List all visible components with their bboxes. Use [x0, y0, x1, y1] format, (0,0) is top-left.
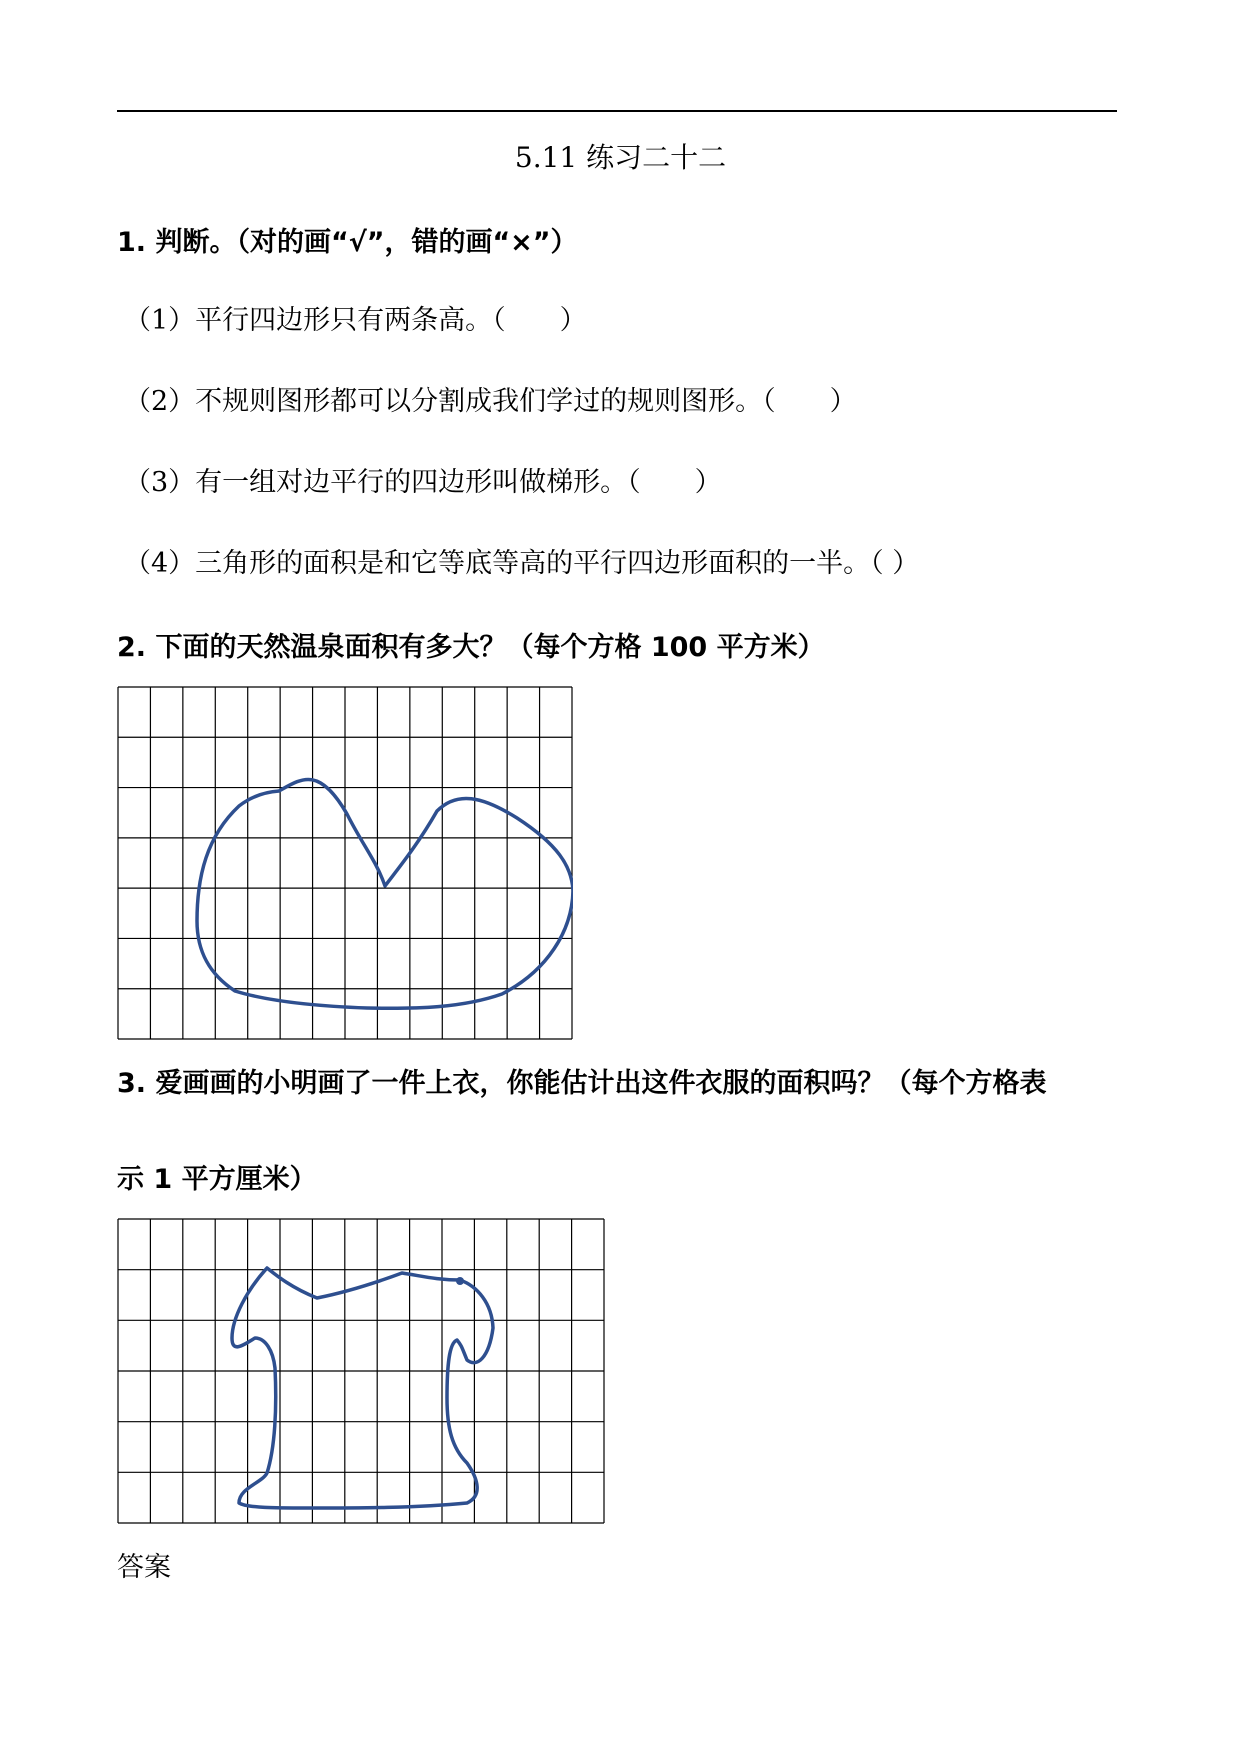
- hot-spring-grid: [117, 686, 573, 1040]
- question-3-heading-line-1: 3. 爱画画的小明画了一件上衣，你能估计出这件衣服的面积吗？（每个方格表: [117, 1068, 1047, 1099]
- hot-spring-outline: [197, 779, 573, 1008]
- question-1-item-4: （4）三角形的面积是和它等底等高的平行四边形面积的一半。（ ）: [124, 548, 920, 579]
- question-2-heading: 2. 下面的天然温泉面积有多大？（每个方格 100 平方米）: [117, 632, 825, 663]
- top-rule: [117, 110, 1117, 112]
- shirt-grid: [117, 1218, 605, 1524]
- answer-label: 答案: [117, 1552, 171, 1583]
- question-1-heading: 1. 判断。（对的画“√”，错的画“×”）: [117, 227, 578, 258]
- shirt-button-dot: [456, 1277, 464, 1285]
- question-1-item-2: （2）不规则图形都可以分割成我们学过的规则图形。（ ）: [124, 386, 857, 417]
- question-1-item-1: （1）平行四边形只有两条高。（ ）: [124, 305, 587, 336]
- page-title: 5.11 练习二十二: [514, 141, 727, 174]
- question-3-heading-line-2: 示 1 平方厘米）: [117, 1164, 317, 1195]
- question-1-item-3: （3）有一组对边平行的四边形叫做梯形。（ ）: [124, 467, 722, 498]
